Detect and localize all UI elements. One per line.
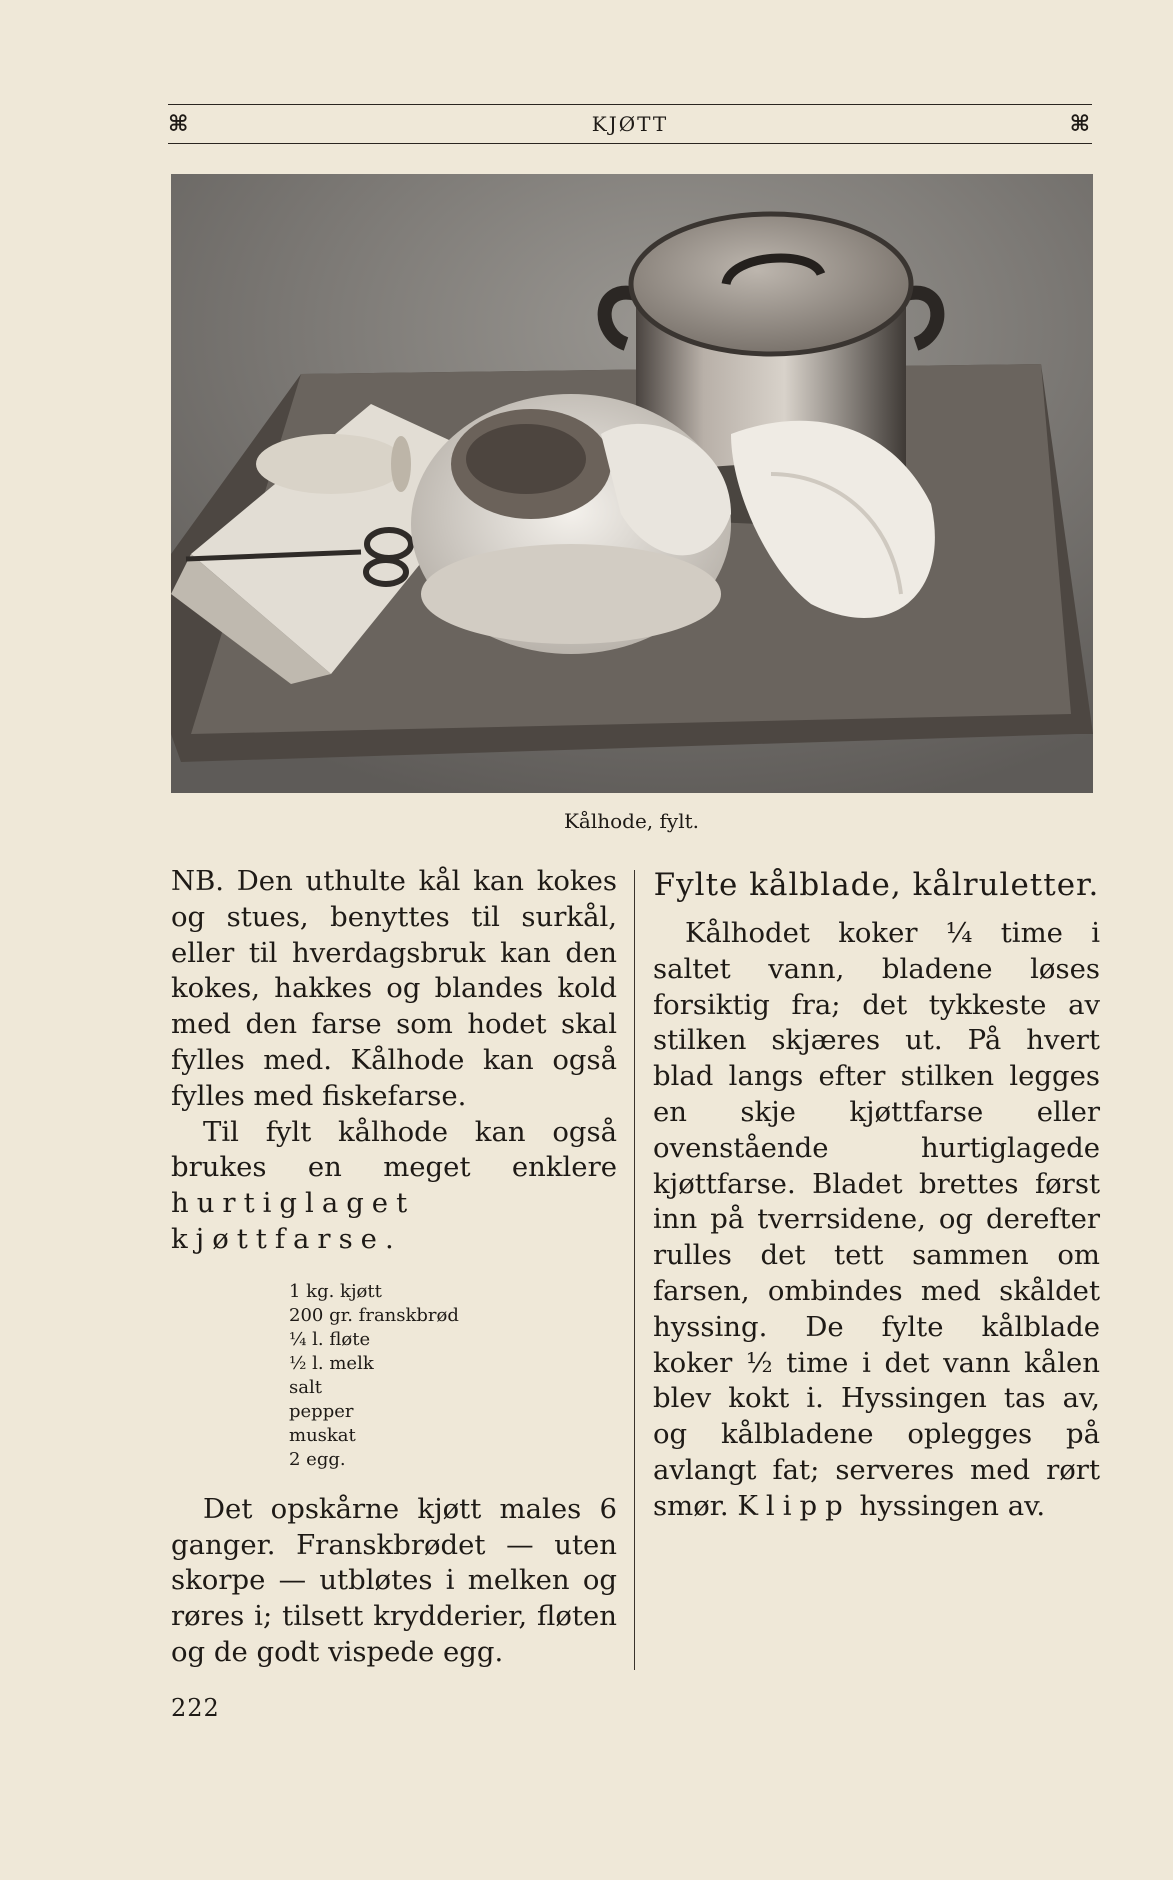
column-divider	[634, 870, 635, 1670]
recipe-title: Fylte kålblade, kålruletter.	[653, 867, 1100, 903]
recipe-text: Kålhodet koker ¼ time i saltet vann, bladene løses forsiktig fra; det tykkeste av stilken skjæres ut. På hvert blad langs efter stilken legges en skje kjøttfarse eller ovenstående hurtiglagede kjøttfarse. Bladet brettes først inn på tverrsidene, og derefter rulles det tett sammen om farsen, ombindes med skåldet hyssing. De fylte kålblade koker ½ time i det vann kålen blev kokt i. Hyssingen tas av, og kålbladene oplegges på avlangt fat; serveres med rørt smør.	[653, 917, 1100, 1522]
header-top-rule	[168, 104, 1092, 105]
ornament-left-icon: ⌘	[168, 111, 191, 137]
photo-illustration-icon	[171, 174, 1093, 793]
ingredient-item: 2 egg.	[289, 1448, 346, 1470]
section-title: KJØTT	[591, 112, 669, 136]
ingredient-item: pepper	[289, 1400, 354, 1422]
ingredient-item: salt	[289, 1376, 322, 1398]
stuffed-cabbage-photo	[171, 174, 1093, 793]
ingredient-item: ¼ l. fløte	[289, 1328, 371, 1350]
photo-caption: Kålhode, fylt.	[563, 809, 700, 833]
ornament-right-icon: ⌘	[1069, 111, 1092, 137]
ingredient-item: 1 kg. kjøtt	[289, 1280, 382, 1302]
page-number: 222	[171, 1694, 220, 1722]
ingredient-item: muskat	[289, 1424, 356, 1446]
header-bottom-rule	[168, 143, 1092, 144]
alt-farse-paragraph	[171, 1115, 617, 1258]
recipe-emphasis: Klipp	[737, 1489, 851, 1522]
alt-farse-text: Til fylt kålhode kan også brukes en meget enklere	[171, 1115, 617, 1184]
right-column	[653, 864, 1100, 1525]
left-column	[171, 864, 617, 1671]
ingredient-item: ½ l. melk	[289, 1352, 374, 1374]
note-paragraph: NB. Den uthulte kål kan kokes og stues, benyttes til surkål, eller til hverdagsbruk kan den kokes, hakkes og blandes kold med den farse som hodet skal fylles med. Kålhode kan også fylles med fiskefarse.	[171, 865, 617, 1112]
alt-farse-emphasis: hurtiglaget kjøttfarse.	[171, 1187, 416, 1255]
recipe-text-end: hyssingen av.	[850, 1489, 1046, 1522]
ingredient-list	[289, 1280, 617, 1472]
running-header	[168, 107, 1092, 141]
recipe-paragraph	[653, 916, 1100, 1525]
method-paragraph: Det opskårne kjøtt males 6 ganger. Franskbrødet — uten skorpe — utbløtes i melken og røres i; tilsett krydderier, fløten og de godt vispede egg.	[171, 1492, 617, 1668]
ingredient-item: 200 gr. franskbrød	[289, 1304, 459, 1326]
